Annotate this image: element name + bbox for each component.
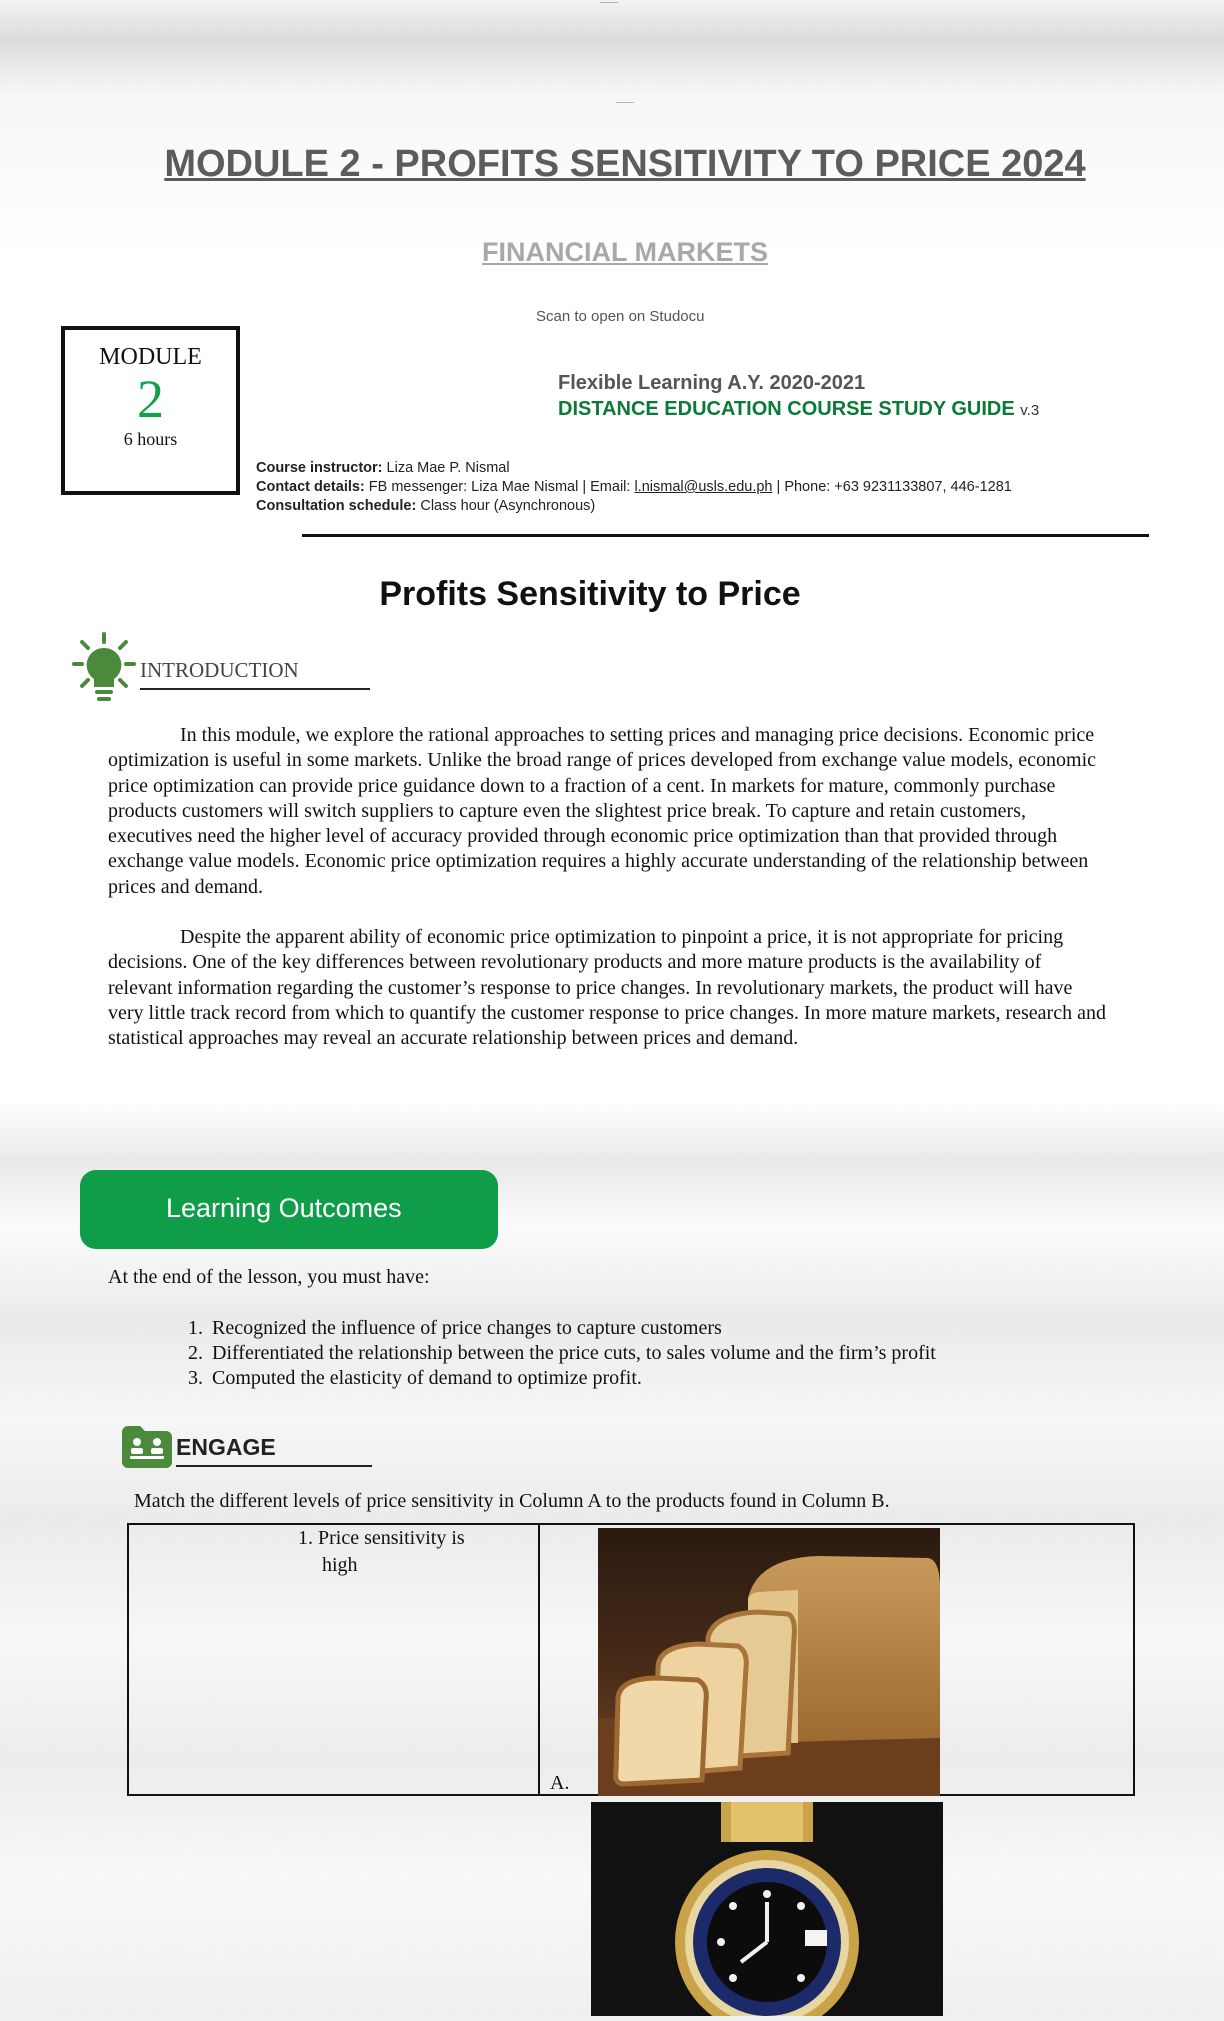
intro-paragraph-1-text: In this module, we explore the rational approaches to setting prices and managing price decisions. Economic price optimization is useful in some markets. Unlike the broad range of prices developed from exchange value models, economic price optimization can provide price guidance down to a fraction of a cent. In markets for mature, commonly purchase products customers will switch suppliers to capture even the slightest price break. To capture and retain customers, executives need the higher level of accuracy provided through economic price optimization than that provided through exchange value models. Economic price optimization requires a highly accurate understanding of the relationship between prices and demand. — [108, 724, 1097, 898]
introduction-label: INTRODUCTION — [140, 658, 299, 682]
engage-label: ENGAGE — [176, 1434, 276, 1460]
study-guide-version: v.3 — [1020, 402, 1040, 419]
list-item-number: 2. — [188, 1342, 203, 1364]
contact-details-suffix: | Phone: +63 9231133807, 446-1281 — [772, 479, 1012, 495]
engage-underline — [176, 1465, 372, 1467]
module-subtitle: FINANCIAL MARKETS — [482, 237, 768, 267]
column-a-item-1-line2: high — [322, 1554, 358, 1576]
module-title: MODULE 2 - PROFITS SENSITIVITY TO PRICE 2024 — [164, 143, 1086, 185]
header-divider — [302, 534, 1149, 537]
matching-table-column-divider — [538, 1523, 540, 1796]
consultation-line — [256, 497, 1012, 516]
engage-instruction: Match the different levels of price sensitivity in Column A to the products found in Column B. — [134, 1490, 890, 1512]
intro-paragraph-1 — [108, 723, 1110, 900]
column-b-letter-a: A. — [550, 1772, 570, 1794]
instructor-label: Course instructor: — [256, 460, 383, 476]
module-number: 2 — [137, 369, 164, 429]
intro-paragraph-2 — [108, 925, 1110, 1051]
list-item — [188, 1366, 936, 1391]
module-number-box — [61, 326, 240, 495]
study-guide-label: DISTANCE EDUCATION COURSE STUDY GUIDE — [558, 398, 1015, 420]
bread-loaf-image — [598, 1528, 940, 1796]
main-heading: Profits Sensitivity to Price — [379, 575, 801, 613]
contact-details-line — [256, 478, 1012, 497]
engage-people-icon — [120, 1422, 174, 1475]
learning-outcomes-title: Learning Outcomes — [166, 1193, 402, 1223]
contact-details-label: Contact details: — [256, 479, 365, 495]
header-tiny-mark: ——— — [616, 100, 634, 106]
list-item — [188, 1316, 936, 1341]
module-label: MODULE — [99, 344, 202, 370]
column-a-item-1-line1 — [298, 1525, 498, 1552]
luxury-watch-image — [591, 1802, 943, 2016]
list-item-text: Differentiated the relationship between the price cuts, to sales volume and the firm’s profit — [212, 1342, 936, 1364]
list-item-number: 3. — [188, 1367, 203, 1389]
flexible-learning-year: Flexible Learning A.Y. 2020-2021 — [558, 372, 866, 394]
consultation-label: Consultation schedule: — [256, 498, 417, 514]
intro-paragraph-2-text: Despite the apparent ability of economic price optimization to pinpoint a price, it is not appropriate for pricing decisions. One of the key differences between revolutionary products and more mature products is the availability of relevant information regarding the customer’s response to price changes. In revolutionary markets, the product will have very little track record from which to quantify the customer response to price changes. In more mature markets, research and statistical approaches may reveal an accurate relationship between prices and demand. — [108, 926, 1106, 1050]
introduction-underline — [140, 688, 370, 690]
consultation-schedule: Class hour (Asynchronous) — [420, 498, 596, 514]
list-item-number: 1. — [188, 1317, 203, 1339]
column-a-item-text: Price sensitivity is — [318, 1527, 465, 1549]
column-a-item-number: 1. — [298, 1527, 313, 1549]
email-link[interactable]: l.nismal@usls.edu.ph — [634, 479, 773, 495]
study-guide-title — [558, 398, 1039, 421]
contact-details-prefix: FB messenger: Liza Mae Nismal | Email: — [368, 479, 635, 495]
top-tiny-mark: ——— — [600, 0, 618, 6]
outcomes-lead: At the end of the lesson, you must have: — [108, 1266, 430, 1288]
instructor-line — [256, 459, 1012, 478]
scan-to-open-link[interactable]: Scan to open on Studocu — [536, 308, 705, 325]
list-item — [188, 1341, 936, 1366]
lightbulb-icon — [70, 630, 138, 715]
contact-block — [256, 459, 1012, 516]
column-a-item-1 — [298, 1525, 498, 1579]
outcomes-list — [188, 1316, 936, 1391]
list-item-text: Recognized the influence of price changes to capture customers — [212, 1317, 722, 1339]
list-item-text: Computed the elasticity of demand to optimize profit. — [212, 1367, 642, 1389]
instructor-name: Liza Mae P. Nismal — [386, 460, 510, 476]
module-hours: 6 hours — [123, 429, 178, 449]
